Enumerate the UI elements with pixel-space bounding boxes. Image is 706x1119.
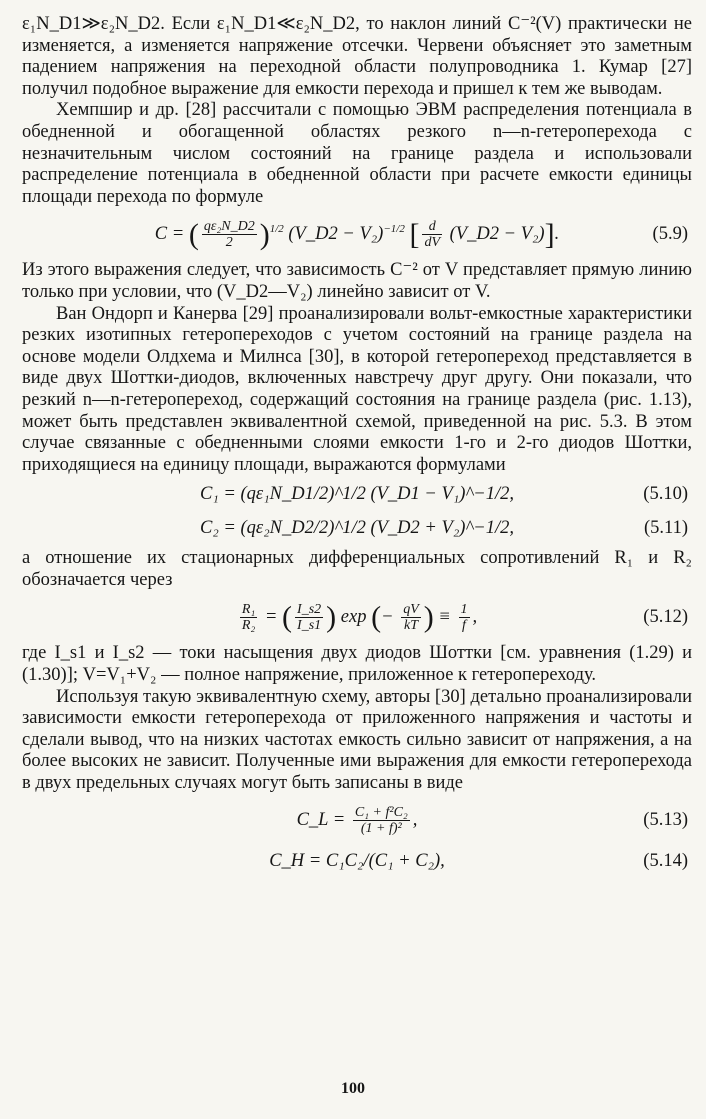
paragraph-4: Ван Ондорп и Канерва [29] проанализировали вольт-емкостные характеристики резких изотипных гетеропереходов с учетом состояний на границе раздела на основе модели Олдхема и Милнса [30], в которой гетеропереход представляется в виде двух Шоттки-диодов, включенных навстречу друг другу. Они показали, что резкий n—n-гетеропереход, содержащий состояния на границе раздела (рис. 1.13), может быть представлен эквивалентной схемой, приведенной на рис. 5.3. В этом случае связанные с обедненными слоями емкости 1-го и 2-го диодов Шоттки, приходящиеся на единицу площади, выражаются формулами: [22, 303, 692, 475]
equation-5-11: [22, 514, 692, 544]
paragraph-5: а отношение их стационарных дифференциальных сопротивлений R₁ и R₂ обозначается через: [22, 548, 692, 590]
equation-5-14: [22, 847, 692, 877]
eq514-number: (5.14): [643, 850, 688, 871]
eq59-pow2: −1/2: [383, 222, 405, 235]
eq59-den: 2: [225, 235, 233, 251]
eq510-number: (5.10): [643, 484, 688, 505]
eq59-lhs: C =: [154, 223, 185, 244]
eq514-text: C_H = C₁C₂/(C₁ + C₂),: [269, 850, 445, 871]
paragraph-3: Из этого выражения следует, что зависимость C⁻² от V представляет прямую линию только при условии, что (V_D2—V₂) линейно зависит от V.: [22, 260, 692, 302]
eq59-tail: (V_D2 − V₂): [449, 223, 545, 244]
eq511-number: (5.11): [643, 518, 688, 539]
page-number: 100: [341, 1080, 365, 1097]
equation-5-13: C_L = $\frac{\text{C₁ + f²C₂}}{\text{(1 + f)²}}$ , (5.13): [296, 805, 688, 837]
eq512-exp: exp: [340, 606, 367, 627]
eq59-num: qε₂N_D2: [203, 219, 255, 235]
paragraph-1: ε₁N_D1≫ε₂N_D2. Если ε₁N_D1≪ε₂N_D2, то наклон линий C⁻²(V) практически не изменяется, а изменяется напряжение отсечки. Червени объясняет это заметным падением напряжения на переходной области полупроводника 1. Кумар [27] получил подобное выражение для емкости перехода и пришел к тем же выводам.: [22, 14, 692, 99]
eq59-pow1: 1/2: [269, 222, 284, 235]
paragraph-7: Используя такую эквивалентную схему, авторы [30] детально проанализировали зависимости емкости гетероперехода от приложенного напряжения и частоты и сделали вывод, что на низких частотах емкость сильно зависит от напряжения, а на более высоких не зависит. Полученные ими выражения для емкости гетероперехода в двух предельных случаях могут быть записаны в виде: [22, 686, 692, 794]
eq59-dd: dV: [424, 235, 441, 251]
eq59-number: (5.9): [652, 223, 688, 244]
equation-5-10: [22, 480, 692, 510]
equation-5-9: C = ( $\frac{\text{qε₂N\_D2}}{2}$ )$^{1/2}$ (V_D2 − V₂)$^{-1/2}$ [ $\frac{d}{dV}$ (V_D2 − V₂)]. (5.9): [154, 217, 688, 251]
eq512-qd: kT: [403, 617, 418, 633]
eq512-rd: R₂: [241, 617, 256, 633]
eq512-in: I_s2: [297, 601, 322, 617]
eq513-den: (1 + f)²: [360, 821, 402, 837]
eq59-mid: (V_D2 − V₂): [288, 223, 384, 244]
equation-5-12: $\frac{\text{R₁}}{\text{R₂}}$ = ( $\frac{I\_s2}{I\_s1}$ ) exp (− $\frac{qV}{kT}$ ) ≡ $\frac{1}{f}$ , (5.12): [241, 600, 688, 634]
body-text: [22, 14, 692, 881]
eq511-text: C₂ = (qε₂N_D2/2)^1/2 (V_D2 + V₂)^−1/2,: [200, 518, 514, 539]
paragraph-2: Хемпшир и др. [28] рассчитали с помощью ЭВМ распределения потенциала в обедненной и обогащенной областях резкого n—n-гетероперехода с незначительным числом состояний на границе раздела и использовали распределение потенциала в обедненной области при расчете емкости единицы площади перехода по формуле: [22, 100, 692, 207]
eq512-qn: qV: [403, 601, 419, 617]
eq512-fn: 1: [460, 601, 468, 617]
paragraph-6: где I_s1 и I_s2 — токи насыщения двух диодов Шоттки [см. уравнения (1.29) и (1.30)]; V=V₁+V₂ — полное напряжение, приложенное к гетеропереходу.: [22, 643, 692, 686]
eq512-rn: R₁: [241, 601, 256, 617]
eq512-id: I_s1: [297, 617, 322, 633]
eq512-fd: f: [462, 617, 466, 633]
eq59-fraction: [202, 219, 257, 250]
eq512-number: (5.12): [643, 606, 688, 627]
eq510-text: C₁ = (qε₁N_D1/2)^1/2 (V_D1 − V₁)^−1/2,: [200, 484, 514, 505]
eq513-number: (5.13): [643, 809, 688, 830]
eq59-dn: d: [422, 219, 442, 235]
eq513-num: C₁ + f²C₂: [354, 805, 408, 821]
eq513-lhs: C_L =: [296, 809, 346, 830]
eq59-derivative: [422, 219, 442, 250]
